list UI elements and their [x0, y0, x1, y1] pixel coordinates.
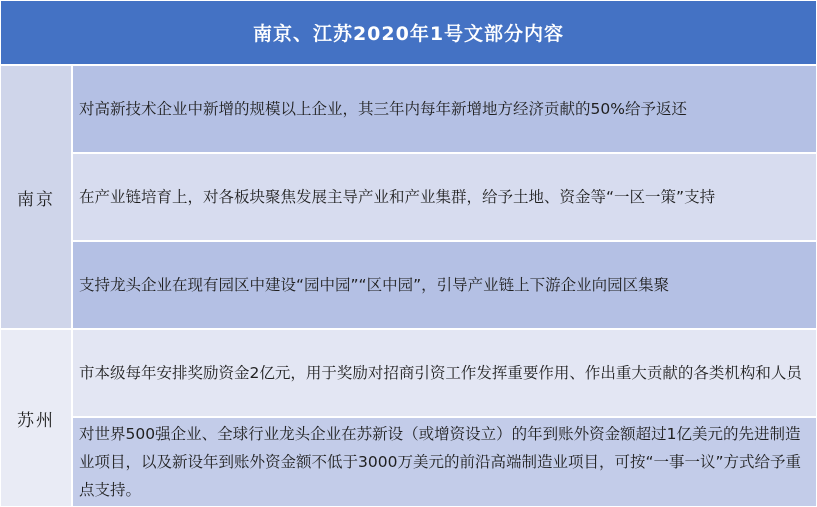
table-row: [73, 242, 816, 328]
row-text: 市本级每年安排奖励资金2亿元，用于奖励对招商引资工作发挥重要作用、作出重大贡献的各类机构和人员: [79, 363, 802, 382]
table-row: [73, 418, 816, 506]
row-text: 在产业链培育上，对各板块聚焦发展主导产业和产业集群，给予土地、资金等“一区一策”支持: [79, 187, 716, 206]
table-row: [73, 330, 816, 416]
region-nanjing: 南京: [1, 66, 71, 328]
row-text: 对世界500强企业、全球行业龙头企业在苏新设（或增资设立）的年到账外资金额超过1亿美元的先进制造业项目，以及新设年到账外资金额不低于3000万美元的前沿高端制造业项目，可按“一事一议”方式给予重点支持。: [79, 425, 802, 499]
table-row: [73, 66, 816, 152]
table-row: [73, 154, 816, 240]
row-text: 支持龙头企业在现有园区中建设“园中园”“区中园”，引导产业链上下游企业向园区集聚: [79, 275, 670, 294]
row-text: 对高新技术企业中新增的规模以上企业，其三年内每年新增地方经济贡献的50%给予返还: [79, 99, 687, 118]
region-suzhou: 苏州: [1, 330, 71, 506]
table-title: 南京、江苏2020年1号文部分内容: [1, 1, 816, 64]
